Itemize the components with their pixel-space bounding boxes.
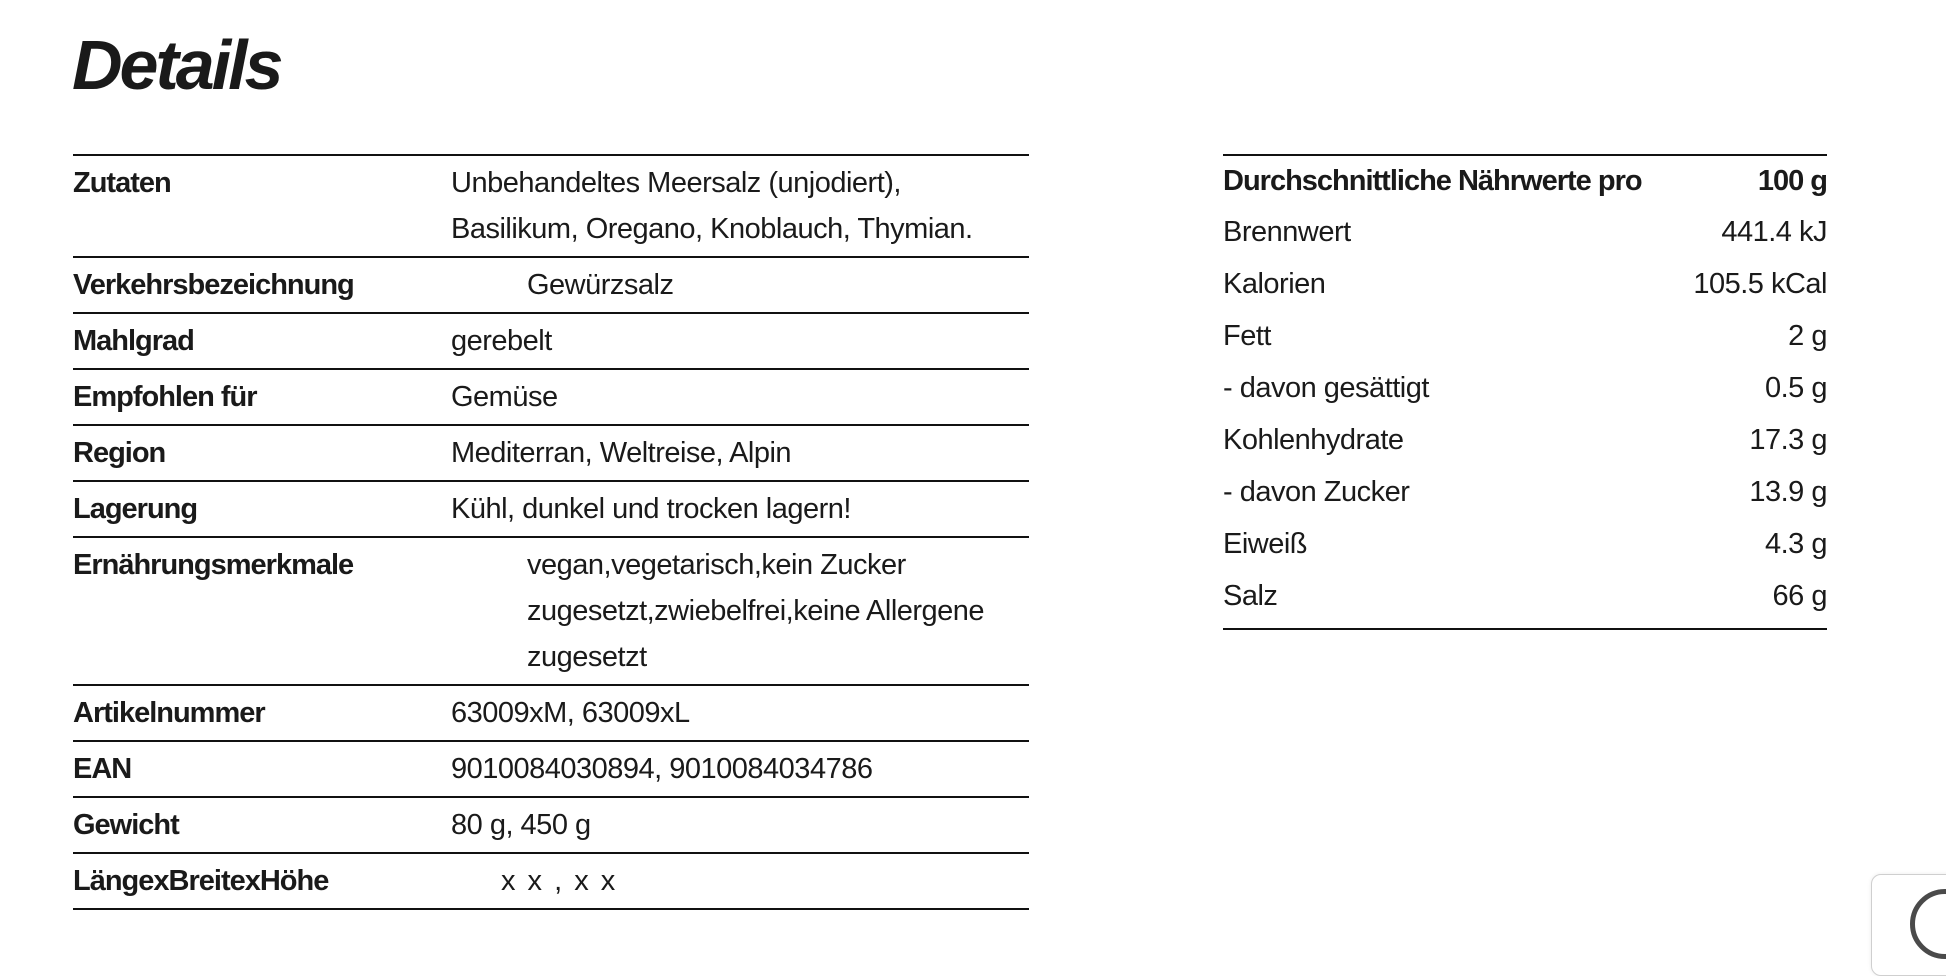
details-row-empfohlen-fuer	[73, 370, 1029, 426]
nutrition-table	[1223, 154, 1827, 630]
details-row-artikelnummer	[73, 686, 1029, 742]
nutrition-header	[1223, 156, 1827, 206]
details-value: Kühl, dunkel und trocken lagern!	[451, 493, 851, 525]
nutrition-value: 66 g	[1772, 579, 1827, 612]
details-value: 80 g, 450 g	[451, 809, 591, 841]
page-title: Details	[72, 26, 281, 104]
trust-badge-widget[interactable]	[1871, 874, 1946, 976]
details-row-gewicht	[73, 798, 1029, 854]
nutrition-label: Kalorien	[1223, 267, 1326, 300]
nutrition-label: Kohlenhydrate	[1223, 423, 1404, 456]
nutrition-row	[1223, 258, 1827, 310]
details-label: Zutaten	[73, 167, 171, 199]
nutrition-label: - davon gesättigt	[1223, 371, 1429, 404]
nutrition-row	[1223, 466, 1827, 518]
details-label: EAN	[73, 753, 132, 785]
details-row-verkehrsbezeichnung	[73, 258, 1029, 314]
details-value: Gewürzsalz	[527, 269, 674, 301]
nutrition-value: 105.5 kCal	[1693, 267, 1827, 300]
nutrition-row	[1223, 206, 1827, 258]
nutrition-row	[1223, 570, 1827, 622]
details-row-lagerung	[73, 482, 1029, 538]
details-row-ean	[73, 742, 1029, 798]
details-row-ernaehrungsmerkmale	[73, 538, 1029, 686]
nutrition-row	[1223, 414, 1827, 466]
nutrition-header-label: Durchschnittliche Nährwerte pro	[1223, 164, 1642, 197]
nutrition-label: Salz	[1223, 579, 1278, 612]
nutrition-row	[1223, 362, 1827, 414]
details-row-dimensions	[73, 854, 1029, 910]
details-value: x x , x x	[501, 865, 618, 897]
details-row-mahlgrad	[73, 314, 1029, 370]
details-row-zutaten	[73, 156, 1029, 258]
details-label: Artikelnummer	[73, 697, 265, 729]
nutrition-value: 4.3 g	[1765, 527, 1827, 560]
details-table	[73, 154, 1029, 910]
details-value: Unbehandeltes Meersalz (unjodiert), Basilikum, Oregano, Knoblauch, Thymian.	[451, 167, 973, 245]
details-label: Verkehrsbezeichnung	[73, 269, 354, 301]
nutrition-value: 17.3 g	[1749, 423, 1827, 456]
details-label: Gewicht	[73, 809, 179, 841]
details-value: vegan,vegetarisch,kein Zucker zugesetzt,zwiebelfrei,keine Allergene zugesetzt	[527, 549, 985, 673]
nutrition-label: Eiweiß	[1223, 527, 1308, 560]
details-label: Lagerung	[73, 493, 198, 525]
details-label: Empfohlen für	[73, 381, 257, 413]
details-label: Mahlgrad	[73, 325, 194, 357]
details-row-region	[73, 426, 1029, 482]
nutrition-label: Brennwert	[1223, 215, 1351, 248]
nutrition-header-value: 100 g	[1757, 164, 1827, 197]
details-value: 9010084030894, 9010084034786	[451, 753, 873, 785]
details-label: Region	[73, 437, 166, 469]
nutrition-row	[1223, 518, 1827, 570]
nutrition-value: 13.9 g	[1749, 475, 1827, 508]
details-label: LängexBreitexHöhe	[73, 865, 329, 897]
nutrition-label: Fett	[1223, 319, 1271, 352]
nutrition-value: 2 g	[1788, 319, 1827, 352]
trust-seal-icon	[1910, 889, 1946, 959]
details-value: Gemüse	[451, 381, 558, 413]
details-label: Ernährungsmerkmale	[73, 549, 354, 581]
nutrition-value: 0.5 g	[1765, 371, 1827, 404]
nutrition-value: 441.4 kJ	[1721, 215, 1827, 248]
details-value: gerebelt	[451, 325, 552, 357]
details-value: 63009xM, 63009xL	[451, 697, 690, 729]
nutrition-label: - davon Zucker	[1223, 475, 1410, 508]
nutrition-row	[1223, 310, 1827, 362]
details-value: Mediterran, Weltreise, Alpin	[451, 437, 792, 469]
